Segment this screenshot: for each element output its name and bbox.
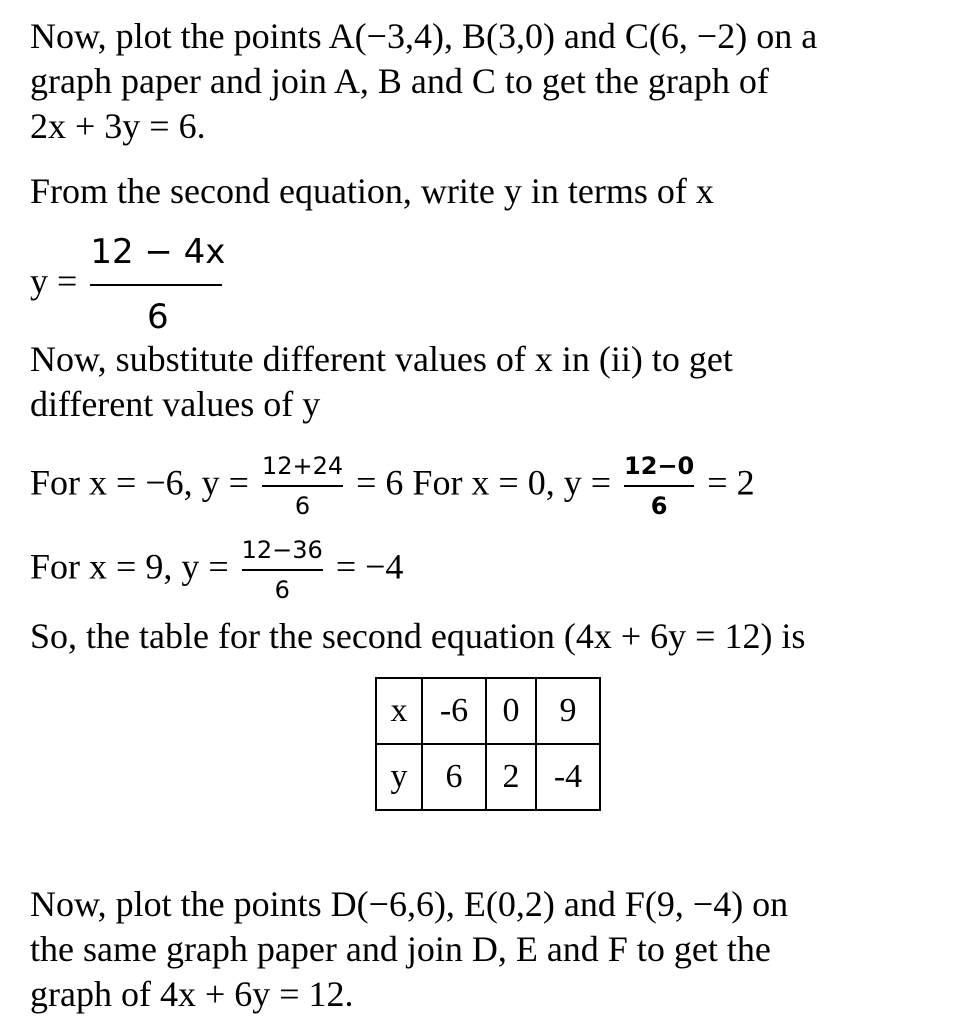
y-expression-denominator: 6 [147, 296, 169, 337]
y-expression-numerator: 12 − 4x [90, 232, 226, 272]
table-cell: -4 [536, 744, 600, 810]
paragraph-substitute: Now, substitute different values of x in (ii) to get different values of y [30, 339, 733, 424]
case1-result: = 6 [356, 462, 404, 503]
table-cell: 6 [422, 744, 486, 810]
case3-numerator: 12−36 [241, 536, 323, 564]
fraction-bar [242, 569, 323, 571]
case3-denominator: 6 [274, 576, 290, 604]
paragraph-plot-abc: Now, plot the points A(−3,4), B(3,0) and C(6, −2) on a graph paper and join A, B and C to get the graph of 2x + 3y = 6. [30, 16, 818, 146]
table-cell: -6 [422, 678, 486, 744]
case1-numerator: 12+24 [261, 452, 344, 480]
y-expression-fraction [90, 231, 225, 338]
table-row-y [376, 744, 600, 810]
table-cell: y [376, 744, 422, 810]
table-cell: 0 [486, 678, 536, 744]
case1-prefix: For x = −6, y = [30, 462, 249, 503]
paragraph-table-intro: So, the table for the second equation (4x + 6y = 12) is [30, 616, 806, 656]
paragraph-plot-def: Now, plot the points D(−6,6), E(0,2) and F(9, −4) on the same graph paper and join D, E and F to get the graph of 4x + 6y = 12. [30, 884, 789, 1014]
cases-line-2 [30, 535, 403, 605]
table-cell: 9 [536, 678, 600, 744]
fraction-bar [90, 284, 222, 286]
table-cell: 2 [486, 744, 536, 810]
case3-fraction [242, 535, 323, 605]
fraction-bar [624, 485, 694, 487]
paragraph-second-equation-intro: From the second equation, write y in terms of x [30, 171, 714, 211]
case2-result: = 2 [707, 462, 755, 503]
values-table [375, 677, 601, 811]
y-expression-lhs: y = [30, 260, 78, 301]
case2-denominator: 6 [650, 492, 668, 520]
case2-prefix: For x = 0, y = [412, 462, 612, 503]
case1-fraction [262, 451, 343, 521]
table-cell: x [376, 678, 422, 744]
case3-result: = −4 [335, 546, 404, 587]
table-row-x [376, 678, 600, 744]
case2-fraction [624, 451, 694, 521]
cases-line-1 [30, 451, 755, 521]
case2-numerator: 12−0 [624, 452, 695, 480]
y-expression [30, 231, 229, 338]
fraction-bar [262, 485, 343, 487]
case1-denominator: 6 [294, 492, 311, 520]
case3-prefix: For x = 9, y = [30, 546, 229, 587]
